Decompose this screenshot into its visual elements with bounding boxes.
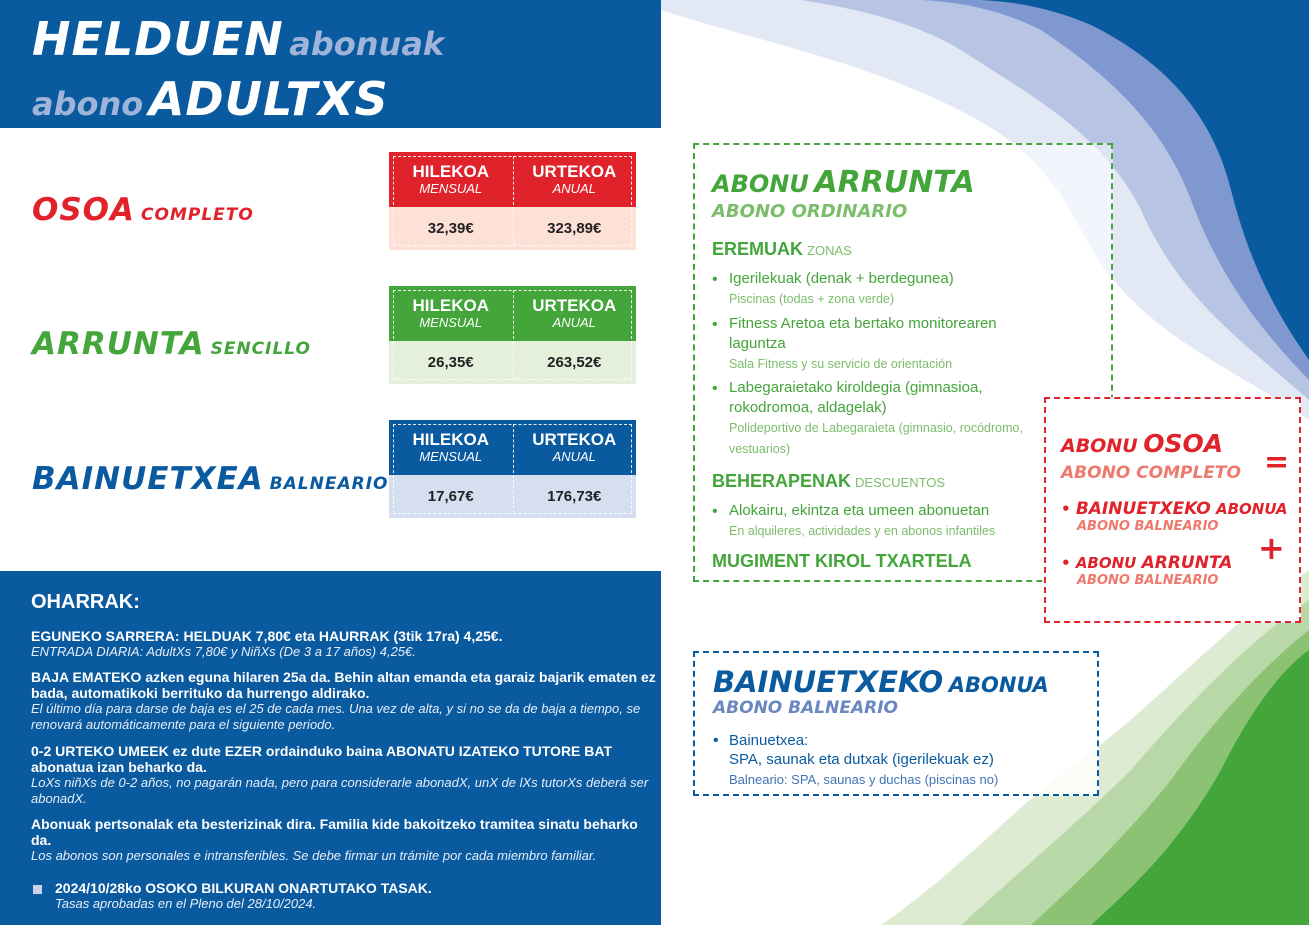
monthly-header: HILEKOA MENSUAL — [412, 162, 489, 196]
plan-label-arrunta — [32, 326, 311, 362]
plan-subtitle: BALNEARIO — [269, 474, 389, 494]
osoa-component-item: • ABONU ARRUNTA ABONO BALNEARIO — [1061, 553, 1233, 588]
bullet-icon: • — [712, 380, 718, 397]
plan-subtitle: SENCILLO — [210, 339, 311, 359]
discount-item: • Alokairu, ekintza eta umeen abonuetan En alquileres, actividades y en abonos infantiles — [712, 502, 996, 538]
title-adultxs: ADULTXS — [148, 72, 389, 126]
discounts-heading: BEHERAPENAK DESCUENTOS — [712, 471, 946, 491]
arrunta-box-title: ABONU ARRUNTA — [712, 165, 975, 200]
arrunta-box-subtitle: ABONO ORDINARIO — [712, 201, 908, 222]
monthly-header: HILEKOA MENSUAL — [412, 296, 489, 330]
bullet-icon: • — [712, 503, 718, 520]
zones-heading: EREMUAK ZONAS — [712, 239, 852, 259]
plan-subtitle: COMPLETO — [141, 205, 254, 225]
plan-name: ARRUNTA — [32, 326, 205, 362]
zone-item: • Labegaraietako kiroldegia (gimnasioa, rokodromoa, aldagelak) Polideportivo de Labegaraieta (gimnasio, rocódromo, vestuarios) — [712, 379, 1023, 456]
price-table-arrunta — [389, 286, 636, 384]
yearly-header: URTEKOA ANUAL — [532, 430, 617, 464]
yearly-price: 323,89€ — [547, 220, 602, 237]
plus-icon: + — [1258, 529, 1285, 567]
zone-item: • Fitness Aretoa eta bertako monitorearen laguntza Sala Fitness y su servicio de orientación — [712, 315, 997, 371]
plan-label-bainuetxea — [32, 461, 388, 497]
yearly-header: URTEKOA ANUAL — [532, 162, 617, 196]
monthly-price: 17,67€ — [427, 488, 474, 505]
title-line-1 — [32, 12, 444, 66]
title-abono: abono — [32, 85, 144, 123]
plan-label-osoa — [32, 192, 254, 228]
square-bullet-icon — [33, 885, 42, 894]
note-daily-entry: EGUNEKO SARRERA: HELDUAK 7,80€ eta HAURRAK (3tik 17ra) 4,25€. ENTRADA DIARIA: AdultXs 7,80€ y NiñXs (De 3 a 17 años) 4,25€. — [31, 628, 503, 659]
note-personal: Abonuak pertsonalak eta besterizinak dira. Familia kide bakoitzeko tramitea sinatu beharko da. Los abonos son personales e intransferibles. Se debe firmar un trámite por cada miembro familiar. — [31, 816, 638, 863]
price-table-bainuetxea — [389, 420, 636, 518]
bullet-icon: • — [712, 316, 718, 333]
yearly-header: URTEKOA ANUAL — [532, 296, 617, 330]
card-heading: MUGIMENT KIROL TXARTELA — [712, 551, 972, 571]
monthly-price: 32,39€ — [427, 220, 474, 237]
plan-name: BAINUETXEA — [32, 461, 264, 497]
bainu-box-title: BAINUETXEKO ABONUA — [713, 665, 1049, 699]
title-line-2 — [32, 72, 389, 126]
equals-icon: = — [1264, 445, 1290, 480]
yearly-price: 176,73€ — [547, 488, 602, 505]
bainu-box-subtitle: ABONO BALNEARIO — [713, 698, 898, 718]
notes-panel — [0, 571, 661, 925]
price-table-osoa — [389, 152, 636, 250]
title-helduen: HELDUEN — [32, 12, 284, 66]
page-header — [0, 0, 661, 128]
osoa-box-title: ABONU OSOA — [1061, 429, 1224, 458]
plan-name: OSOA — [32, 192, 136, 228]
bainu-item: • Bainuetxea: SPA, saunak eta dutxak (igerilekuak ez) Balneario: SPA, saunas y duchas (piscinas no) — [713, 732, 999, 787]
note-approval: 2024/10/28ko OSOKO BILKURAN ONARTUTAKO TASAK. Tasas aprobadas en el Pleno del 28/10/2024. — [31, 880, 432, 912]
monthly-price: 26,35€ — [427, 354, 474, 371]
title-abonuak: abonuak — [289, 25, 445, 63]
yearly-price: 263,52€ — [547, 354, 602, 371]
note-cancellation: BAJA EMATEKO azken eguna hilaren 25a da. Behin altan emanda eta garaiz bajarik ematen ez bada, automatikoki berrituko da hurrengo aldirako. El último día para darse de baja es el 25 de cada mes. Una vez de alta, y si no se da de baja a tiempo, se renovará automáticamente para el siguiente periodo. — [31, 669, 656, 732]
osoa-component-item: • BAINUETXEKO ABONUA ABONO BALNEARIO — [1061, 499, 1288, 534]
osoa-info-box — [1044, 397, 1301, 623]
osoa-box-subtitle: ABONO COMPLETO — [1061, 463, 1241, 483]
bainuetxeko-info-box — [693, 651, 1099, 796]
monthly-header: HILEKOA MENSUAL — [412, 430, 489, 464]
bullet-icon: • — [712, 271, 718, 288]
bullet-icon: • — [713, 732, 719, 749]
note-children: 0-2 URTEKO UMEEK ez dute EZER ordainduko baina ABONATU IZATEKO TUTORE BAT abonatua izan beharko da. LoXs niñXs de 0-2 años, no pagarán nada, pero para considerarle abonadX, unX de lXs tutorXs deberá ser abonadX. — [31, 743, 649, 806]
zone-item: • Igerilekuak (denak + berdegunea) Piscinas (todas + zona verde) — [712, 270, 954, 306]
notes-title: OHARRAK: — [31, 591, 140, 613]
